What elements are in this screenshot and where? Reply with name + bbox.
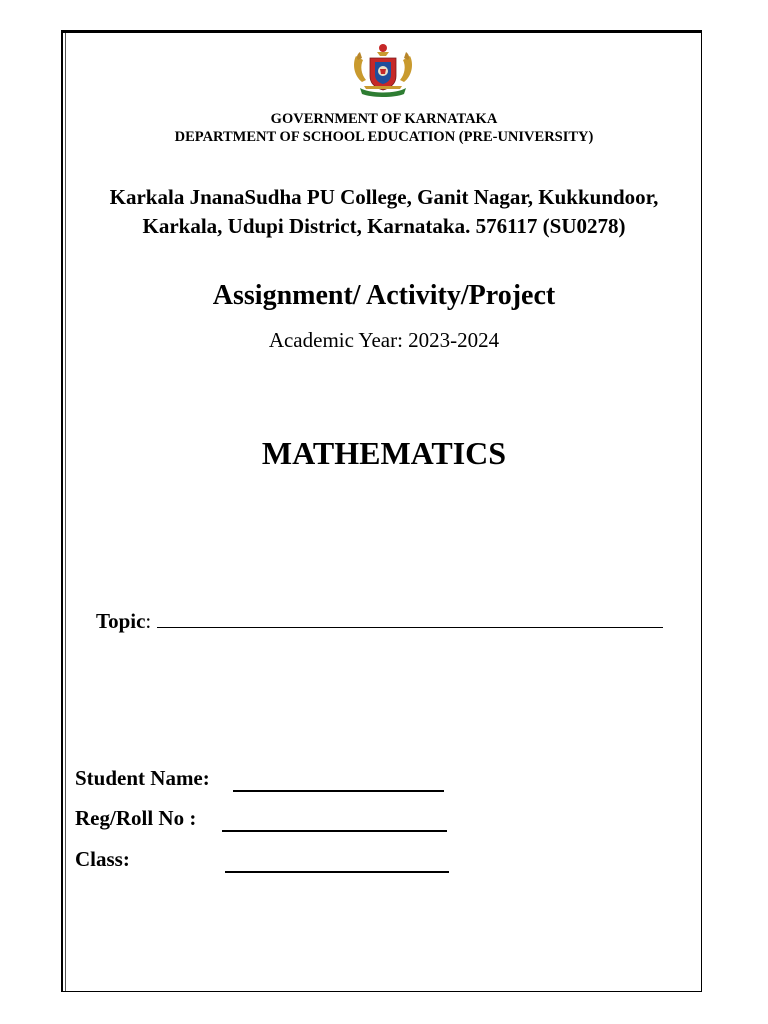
- topic-label: Topic: [96, 609, 146, 633]
- class-blank-line: [225, 871, 449, 873]
- student-name-label: Student Name:: [75, 766, 210, 790]
- reg-roll-label: Reg/Roll No :: [75, 806, 197, 830]
- karnataka-state-emblem-icon: [350, 42, 416, 100]
- reg-roll-blank-line: [222, 830, 447, 832]
- subject-title: MATHEMATICS: [261, 435, 507, 471]
- page-border: [61, 30, 702, 992]
- college-address-line-1: Karkala JnanaSudha PU College, Ganit Nagar, Kukkundoor,: [109, 185, 659, 209]
- college-address: [0, 183, 768, 241]
- college-address-line-2: Karkala, Udupi District, Karnataka. 576117 (SU0278): [142, 214, 626, 238]
- topic-colon: :: [145, 609, 152, 633]
- topic-field: [96, 606, 663, 635]
- student-name-blank-line: [233, 790, 444, 792]
- topic-blank-line: [157, 606, 663, 628]
- government-header: [0, 110, 768, 146]
- document-title: Assignment/ Activity/Project: [212, 280, 556, 311]
- government-title: GOVERNMENT OF KARNATAKA: [270, 111, 498, 127]
- class-label: Class:: [75, 847, 130, 871]
- department-title: DEPARTMENT OF SCHOOL EDUCATION (PRE-UNIVERSITY): [174, 129, 594, 145]
- academic-year: Academic Year: 2023-2024: [268, 328, 500, 352]
